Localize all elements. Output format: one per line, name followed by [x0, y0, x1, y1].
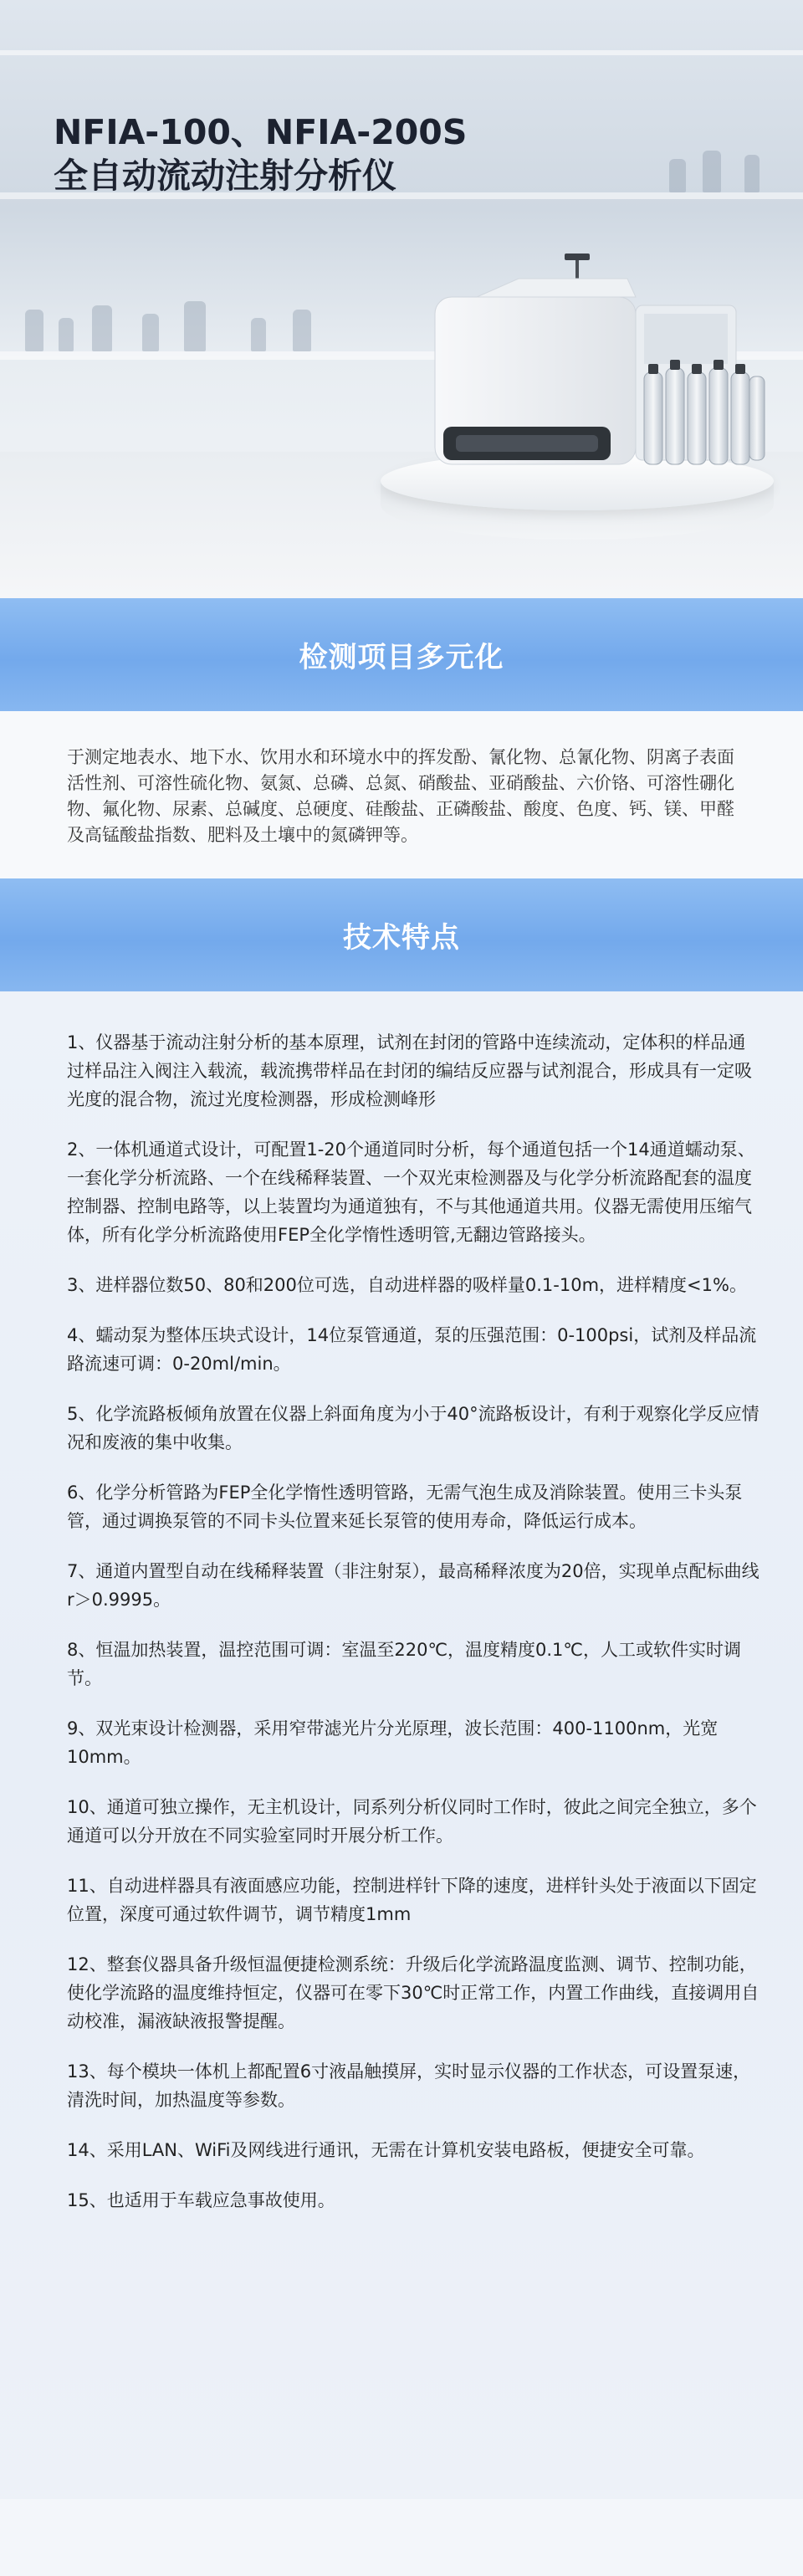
feature-item: 8、恒温加热装置，温控范围可调：室温至220℃，温度精度0.1℃，人工或软件实时调节。: [67, 1640, 742, 1688]
lab-bottle: [703, 151, 721, 192]
feature-item: 10、通道可独立操作，无主机设计，同系列分析仪同时工作时，彼此之间完全独立，多个通道可以分开放在不同实验室同时开展分析工作。: [67, 1797, 757, 1846]
feature-item: 1、仪器基于流动注射分析的基本原理，试剂在封闭的管路中连续流动，定体积的样品通过样品注入阀注入载流，载流携带样品在封闭的编结反应器与试剂混合，形成具有一定吸光度的混合物，流过光度检测器，形成检测峰形: [67, 1032, 752, 1109]
lab-bottle: [142, 314, 159, 351]
title-line-1: NFIA-100、NFIA-200S: [54, 112, 468, 152]
feature-item: 11、自动进样器具有液面感应功能，控制进样针下降的速度，进样针头处于液面以下固定位置，深度可通过软件调节，调节精度1mm: [67, 1876, 757, 1924]
lab-bottle: [669, 159, 686, 192]
feature-item: 7、通道内置型自动在线稀释装置（非注射泵），最高稀释浓度为20倍，实现单点配标曲线r＞0.9995。: [67, 1561, 760, 1610]
hero-banner: [0, 0, 803, 598]
lab-bottle: [25, 310, 43, 351]
feature-item: 3、进样器位数50、80和200位可选，自动进样器的吸样量0.1-10m，进样精度<1%。: [67, 1275, 747, 1295]
lab-bottle: [184, 301, 206, 351]
tech-heading: 技术特点: [0, 878, 803, 991]
analyzer-illustration: [418, 247, 770, 498]
feature-list: [0, 991, 803, 2499]
feature-item: 5、化学流路板倾角放置在仪器上斜面角度为小于40°流路板设计，有利于观察化学反应情况和废液的集中收集。: [67, 1404, 760, 1452]
lab-shelf: [0, 50, 803, 55]
feature-item: 6、化学分析管路为FEP全化学惰性透明管路，无需气泡生成及消除装置。使用三卡头泵管，通过调换泵管的不同卡头位置来延长泵管的使用寿命，降低运行成本。: [67, 1483, 743, 1531]
detection-heading: 检测项目多元化: [0, 598, 803, 711]
lab-bottle: [293, 310, 311, 351]
lab-bottle: [92, 305, 112, 351]
feature-item: 14、采用LAN、WiFi及网线进行通讯，无需在计算机安装电路板，便捷安全可靠。: [67, 2140, 705, 2160]
detection-description: 于测定地表水、地下水、饮用水和环境水中的挥发酚、氰化物、总氰化物、阴离子表面活性剂、可溶性硫化物、氨氮、总磷、总氮、硝酸盐、亚硝酸盐、六价铬、可溶性硼化物、氟化物、尿素、总碱度、总硬度、硅酸盐、正磷酸盐、酸度、色度、钙、镁、甲醛及高锰酸盐指数、肥料及土壤中的氮磷钾等。: [0, 711, 803, 878]
lab-bottle: [744, 155, 760, 192]
lab-bottle: [59, 318, 74, 351]
page-title: [54, 110, 467, 197]
feature-item: 13、每个模块一体机上都配置6寸液晶触摸屏，实时显示仪器的工作状态，可设置泵速，清洗时间，加热温度等参数。: [67, 2061, 751, 2110]
feature-item: 4、蠕动泵为整体压块式设计，14位泵管通道，泵的压强范围：0-100psi，试剂及样品流路流速可调：0-20ml/min。: [67, 1325, 757, 1374]
feature-item: 2、一体机通道式设计，可配置1-20个通道同时分析，每个通道包括一个14通道蠕动泵、一套化学分析流路、一个在线稀释装置、一个双光束检测器及与化学分析流路配套的温度控制器、控制电路等，以上装置均为通道独有，不与其他通道共用。仪器无需使用压缩气体，所有化学分析流路使用FEP全化学惰性透明管,无翻边管路接头。: [67, 1139, 755, 1245]
feature-item: 9、双光束设计检测器，采用窄带滤光片分光原理，波长范围：400-1100nm，光宽10mm。: [67, 1718, 719, 1767]
title-line-2: 全自动流动注射分析仪: [54, 156, 396, 196]
feature-item: 12、整套仪器具备升级恒温便捷检测系统：升级后化学流路温度监测、调节、控制功能，使化学流路的温度维持恒定，仪器可在零下30℃时正常工作，内置工作曲线，直接调用自动校准，漏液缺液报警提醒。: [67, 1954, 760, 2031]
lab-bottle: [251, 318, 266, 351]
feature-item: 15、也适用于车载应急事故使用。: [67, 2190, 335, 2210]
